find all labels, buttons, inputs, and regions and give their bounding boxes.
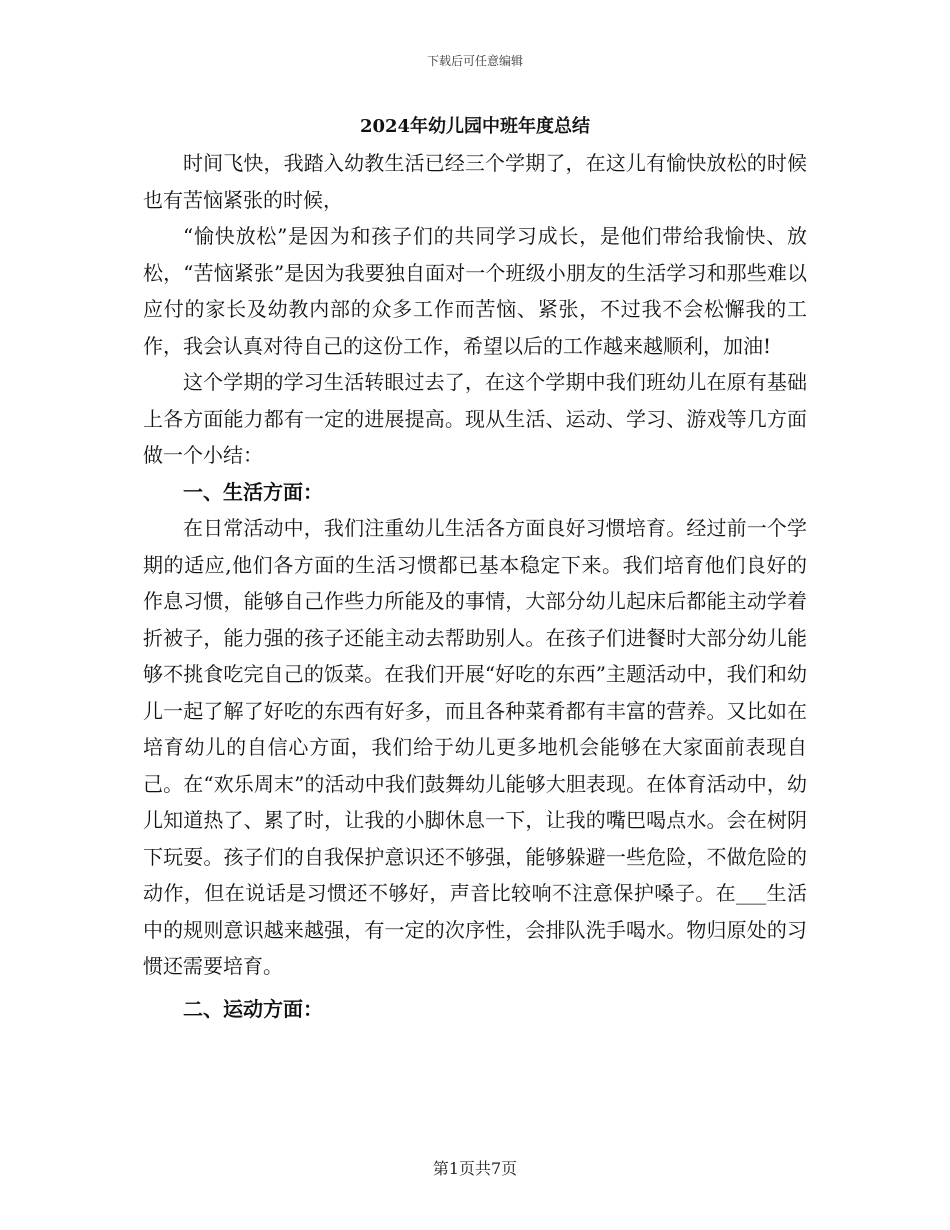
section-heading-life: 一、生活方面： [183, 479, 323, 504]
paragraph-life: 在日常活动中，我们注重幼儿生活各方面良好习惯培育。经过前一个学期的适应,他们各方面的生活习惯都已基本稳定下来。我们培育他们良好的作息习惯，能够自己作些力所能及的事情，大部分幼儿起床后都能主动学着折被子，能力强的孩子还能主动去帮助别人。在孩子们进餐时大部分幼儿能够不挑食吃完自己的饭菜。在我们开展“好吃的东西”主题活动中，我们和幼儿一起了解了好吃的东西有好多，而且各种菜肴都有丰富的营养。又比如在培育幼儿的自信心方面，我们给于幼儿更多地机会能够在大家面前表现自己。在“欢乐周末”的活动中我们鼓舞幼儿能够大胆表现。在体育活动中，幼儿知道热了、累了时，让我的小脚休息一下，让我的嘴巴喝点水。会在树阴下玩耍。孩子们的自我保护意识还不够强，能够躲避一些危险，不做危险的动作，但在说话是习惯还不够好，声音比较响不注意保护嗓子。在___生活中的规则意识越来越强，有一定的次序性，会排队洗手喝水。物归原处的习惯还需要培育。 [143, 516, 807, 978]
document-title: 2024年幼儿园中班年度总结 [359, 116, 591, 137]
paragraph-intro: 时间飞快，我踏入幼教生活已经三个学期了，在这儿有愉快放松的时候也有苦恼紧张的时候， [143, 151, 807, 212]
section-heading-sports: 二、运动方面： [183, 996, 323, 1021]
paragraph-feelings: “愉快放松”是因为和孩子们的共同学习成长，是他们带给我愉快、放松，“苦恼紧张”是因为我要独自面对一个班级小朋友的生活学习和那些难以应付的家长及幼教内部的众多工作而苦恼、紧张，不过我不会松懈我的工作，我会认真对待自己的这份工作，希望以后的工作越来越顺利，加油! [143, 224, 807, 358]
page-footer-number: 第1页共7页 [432, 1159, 518, 1178]
paragraph-overview: 这个学期的学习生活转眼过去了，在这个学期中我们班幼儿在原有基础上各方面能力都有一定的进展提高。现从生活、运动、学习、游戏等几方面做一个小结： [143, 370, 807, 467]
page-header-note: 下载后可任意编辑 [426, 54, 523, 68]
document-body [143, 112, 807, 1027]
